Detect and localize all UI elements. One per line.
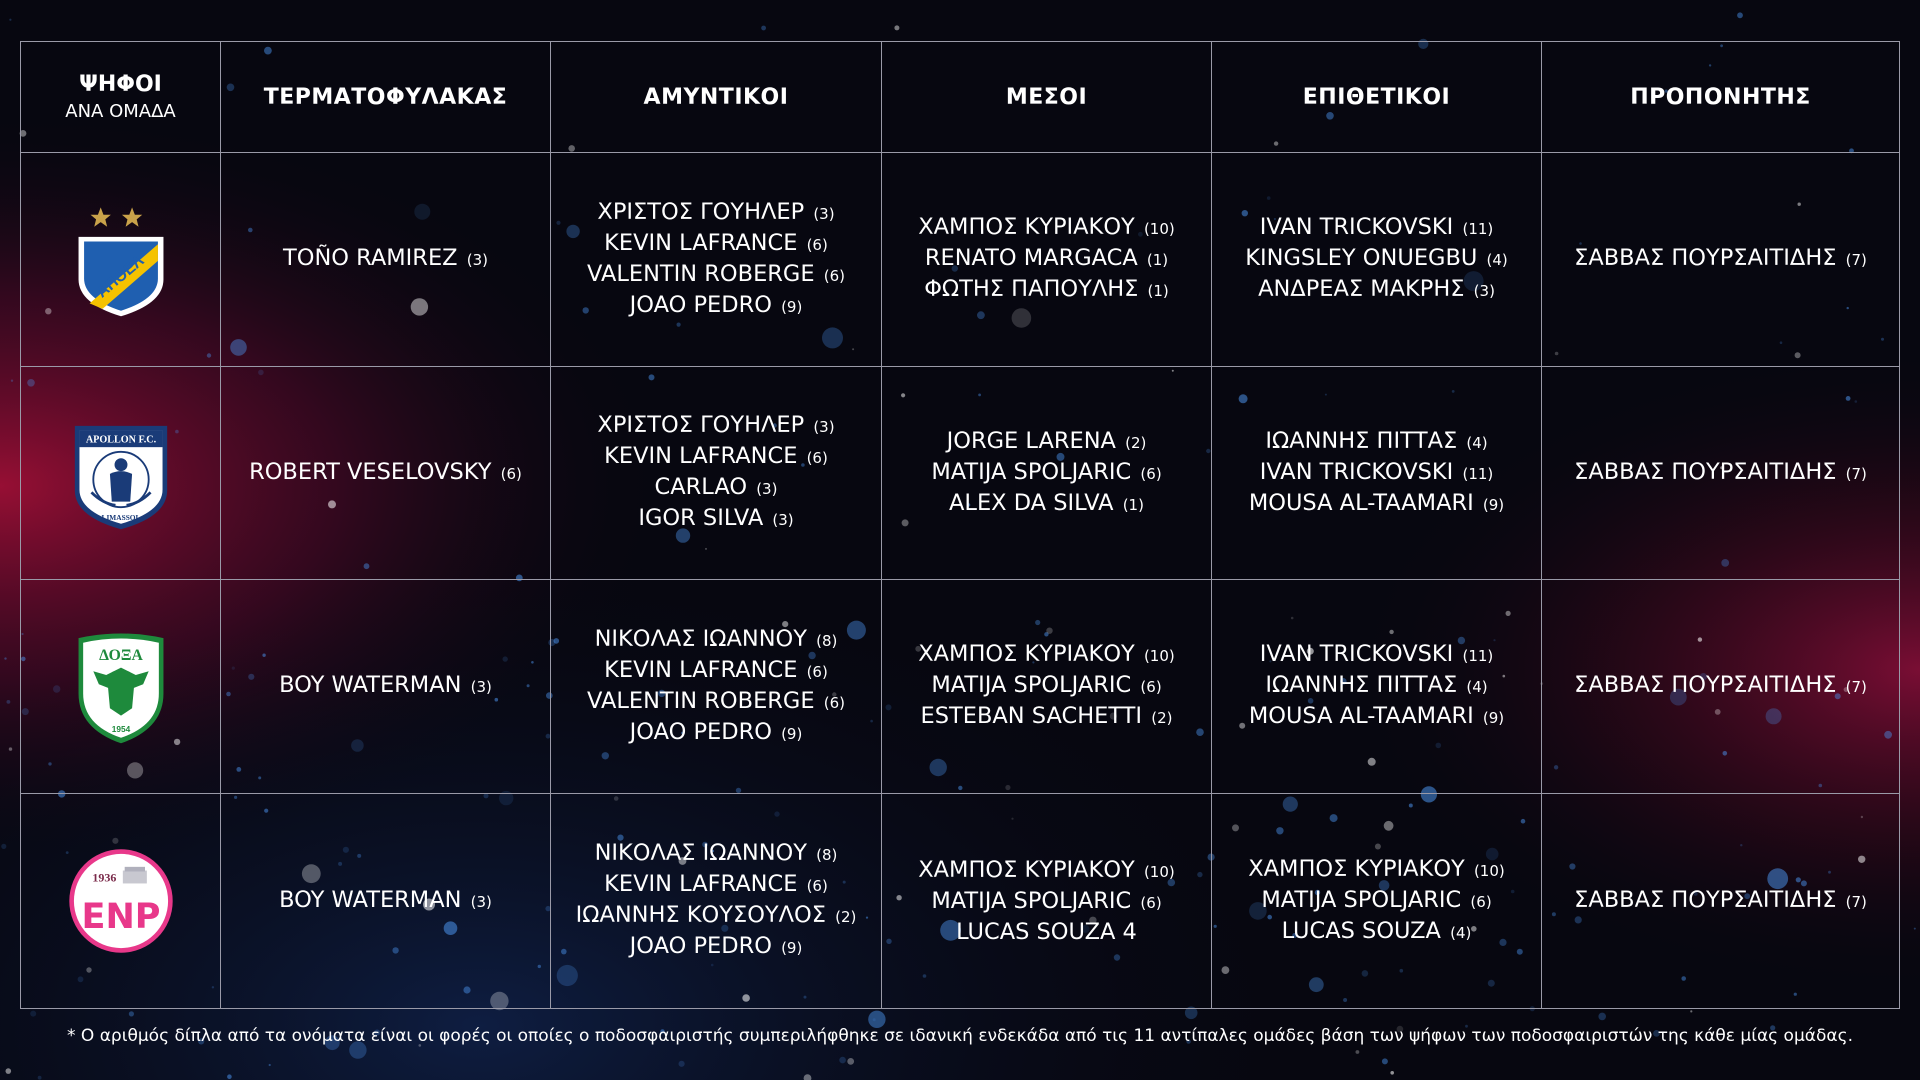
player-entry [1574,458,1867,489]
player-name: ΧΡΙΣΤΟΣ ΓΟΥΗΛΕΡ [597,412,805,438]
vote-count: (9) [781,939,803,957]
vote-count: (8) [816,631,838,650]
player-name: TOÑO RAMIREZ [283,245,458,271]
player-entry [925,244,1168,275]
bokeh-dot [4,657,6,659]
goalkeeper-cell [221,580,551,794]
bokeh-dot [269,1064,271,1066]
svg-text:LIMASSOL: LIMASSOL [101,513,140,523]
bokeh-dot [1598,1013,1606,1021]
bokeh-dot [873,1018,876,1021]
player-entry [279,671,492,702]
player-entry [1261,886,1491,917]
player-entry [249,458,522,489]
player-name: KEVIN LAFRANCE [604,871,798,897]
header-coach-label: ΠΡΟΠΟΝΗΤΗΣ [1630,84,1811,110]
vote-count: (6) [806,662,828,681]
player-entry [1260,458,1494,489]
player-entry [638,504,793,535]
player-entry [604,229,828,260]
defenders-cell [551,153,882,367]
player-name: IGOR SILVA [638,505,764,531]
vote-count: (2) [1151,709,1173,727]
bokeh-dot [1914,928,1916,930]
player-name: MATIJA SPOLJARIC [931,458,1132,485]
player-entry [1245,244,1508,275]
bokeh-dot [11,380,13,382]
vote-count: (10) [1143,647,1175,665]
vote-count: (6) [500,464,522,483]
vote-count: (2) [1125,433,1147,452]
bokeh-dot [1356,1050,1360,1054]
player-name: IVAN TRICKOVSKI [1259,641,1454,667]
player-name: IVAN TRICKOVSKI [1259,214,1454,240]
player-name: MOUSA AL-TAAMARI [1248,703,1474,729]
player-entry [604,870,828,901]
enp-crest-icon [61,841,181,961]
goalkeeper-cell [221,794,551,1008]
player-name: ALEX DA SILVA [949,489,1114,516]
coach-cell [1542,153,1899,367]
player-name: KEVIN LAFRANCE [604,443,798,469]
player-name: ΧΑΜΠΟΣ ΚΥΡΙΑΚΟΥ [1248,855,1465,882]
vote-count: (6) [1140,464,1162,483]
vote-count: (10) [1473,861,1505,880]
defenders-cell [551,580,882,794]
vote-count: (4) [1466,433,1488,452]
bokeh-dot [679,1061,685,1067]
player-name: MATIJA SPOLJARIC [931,887,1132,914]
player-name: ΙΩΑΝΝΗΣ ΠΙΤΤΑΣ [1265,672,1458,698]
bokeh-dot [847,1058,854,1065]
player-name: KINGSLEY ONUEGBU [1245,245,1478,271]
player-entry [931,887,1161,918]
player-name: ΧΑΜΠΟΣ ΚΥΡΙΑΚΟΥ [918,214,1135,240]
vote-count: (6) [823,266,845,285]
vote-count: (11) [1462,464,1494,483]
player-entry [279,886,492,917]
bokeh-dot [1382,1058,1388,1064]
apoel-crest-icon [61,200,181,320]
player-name: KEVIN LAFRANCE [604,656,798,683]
vote-count: (7) [1845,678,1867,696]
player-name: MATIJA SPOLJARIC [931,672,1132,698]
bokeh-dot [227,1074,232,1079]
player-name: ΣΑΒΒΑΣ ΠΟΥΡΣΑΙΤΙΔΗΣ [1574,886,1837,913]
player-entry [918,856,1174,887]
player-entry [1248,855,1504,886]
defenders-cell [551,367,882,580]
apollon-limassol-crest-icon [61,413,181,533]
vote-count: (4) [1450,923,1472,942]
coach-cell [1542,580,1899,794]
player-name: ΑΝΔΡΕΑΣ ΜΑΚΡΗΣ [1258,276,1465,302]
vote-count: (1) [1147,282,1169,300]
bokeh-dot [6,1068,12,1074]
header-defenders-label: ΑΜΥΝΤΙΚΟΙ [643,84,789,110]
player-entry [924,275,1169,306]
player-entry [576,901,857,932]
player-name: JOAO PEDRO [629,291,772,318]
vote-count: (11) [1462,647,1494,665]
player-name: BOY WATERMAN [279,672,462,698]
player-name: ROBERT VESELOVSKY [249,458,492,485]
player-name: JORGE LARENA [946,427,1116,454]
player-name: ESTEBAN SACHETTI [920,703,1143,729]
votes-subtitle: ΑΝΑ ΟΜΑΔΑ [65,101,176,122]
player-entry [595,625,838,656]
svg-text:APOLLON F.C.: APOLLON F.C. [85,434,156,446]
player-name: IVAN TRICKOVSKI [1259,458,1454,485]
votes-table [20,41,1900,1009]
vote-count: (7) [1845,251,1867,269]
player-entry [1260,213,1494,244]
header-forwards [1212,42,1542,153]
player-name: LUCAS SOUZA [1281,917,1441,944]
bokeh-dot [1,844,6,849]
vote-count: (7) [1845,464,1867,483]
player-entry [1574,886,1867,917]
player-name: ΙΩΑΝΝΗΣ ΠΙΤΤΑΣ [1265,427,1458,454]
bokeh-dot [761,26,766,31]
svg-text:ΑΠΟΕΛ: ΑΠΟΕΛ [93,251,147,301]
player-entry [587,260,845,291]
player-entry [630,291,803,322]
player-name: BOY WATERMAN [279,886,462,913]
player-name: JOAO PEDRO [629,933,772,959]
player-name: ΧΑΜΠΟΣ ΚΥΡΙΑΚΟΥ [918,856,1135,883]
vote-count: (1) [1146,251,1169,269]
vote-count: (6) [1140,678,1162,696]
player-name: JOAO PEDRO [629,718,772,745]
player-name: ΣΑΒΒΑΣ ΠΟΥΡΣΑΙΤΙΔΗΣ [1574,458,1837,485]
player-entry [1265,671,1487,702]
midfielders-cell [882,153,1212,367]
player-name: ΙΩΑΝΝΗΣ ΚΟΥΣΟΥΛΟΣ [575,902,826,928]
player-entry [283,244,488,275]
player-entry [918,640,1174,671]
vote-count: (7) [1845,892,1867,911]
header-goalkeeper-label: ΤΕΡΜΑΤΟΦΥΛΑΚΑΣ [263,84,508,110]
votes-title: ΨΗΦΟΙ [79,72,162,97]
vote-count: (6) [806,235,828,254]
svg-text:ENP: ENP [81,895,161,937]
vote-count: (8) [816,846,838,864]
player-name: ΧΑΜΠΟΣ ΚΥΡΙΑΚΟΥ [918,641,1135,667]
player-entry [1574,671,1867,702]
player-entry [921,702,1173,733]
player-entry [630,932,803,963]
player-entry [947,427,1147,458]
goalkeeper-cell [221,153,551,367]
vote-count: (1) [1122,495,1144,514]
bokeh-dot [6,700,10,704]
coach-cell [1542,367,1899,580]
player-name: RENATO MARGACA [924,245,1138,271]
player-entry [949,489,1144,520]
vote-count: (3) [466,251,488,269]
forwards-cell [1212,153,1542,367]
vote-count: (4) [1486,251,1508,269]
vote-count: (3) [470,892,492,911]
player-name: VALENTIN ROBERGE [587,687,815,714]
coach-cell [1542,794,1899,1008]
vote-count: (3) [1473,282,1495,300]
header-midfielders-label: ΜΕΣΟΙ [1005,84,1088,110]
player-name: ΦΩΤΗΣ ΠΑΠΟΥΛΗΣ [924,276,1139,302]
bokeh-dot [38,1076,42,1080]
player-name: MATIJA SPOLJARIC [1261,886,1462,913]
bokeh-dot [1737,12,1743,18]
player-name: CARLAO [654,474,748,500]
vote-count: (4) [1466,678,1488,696]
vote-count: (6) [823,693,845,712]
bokeh-dot [1390,1071,1394,1075]
header-goalkeeper [221,42,551,153]
bokeh-dot [1690,1010,1692,1012]
midfielders-cell [882,580,1212,794]
header-votes-per-team [21,42,221,153]
svg-text:1954: 1954 [111,723,130,734]
player-entry [1260,640,1494,671]
player-name: VALENTIN ROBERGE [587,260,815,287]
player-name: KEVIN LAFRANCE [604,229,798,256]
vote-count: (10) [1143,220,1175,238]
vote-count: (9) [781,724,803,743]
player-entry [597,198,834,229]
bokeh-dot [9,19,11,21]
vote-count: (3) [813,204,835,223]
header-coach [1542,42,1899,153]
player-name: ΣΑΒΒΑΣ ΠΟΥΡΣΑΙΤΙΔΗΣ [1574,245,1837,271]
vote-count: (3) [756,480,778,498]
bokeh-dot [9,747,12,750]
forwards-cell [1212,367,1542,580]
player-name: ΧΡΙΣΤΟΣ ΓΟΥΗΛΕΡ [597,198,805,225]
player-entry [956,918,1137,947]
player-entry [604,656,828,687]
footnote: * Ο αριθμός δίπλα από τα ονόματα είναι οι φορές οι οποίες ο ποδοσφαιριστής συμπεριλήφθηκε σε ιδανική ενδεκάδα από τις 11 αντίπαλες ομάδες βάση των ψήφων των ποδοσφαιριστών της κάθε μίας ομάδας. [67,1026,1853,1046]
midfielders-cell [882,367,1212,580]
vote-count: (9) [1482,495,1505,514]
player-name: ΝΙΚΟΛΑΣ ΙΩΑΝΝΟΥ [594,625,807,652]
player-name: ΝΙΚΟΛΑΣ ΙΩΑΝΝΟΥ [594,840,807,866]
player-name: ΣΑΒΒΑΣ ΠΟΥΡΣΑΙΤΙΔΗΣ [1574,672,1837,698]
player-entry [918,213,1174,244]
player-entry [1265,427,1487,458]
forwards-cell [1212,580,1542,794]
player-name: MOUSA AL-TAAMARI [1248,489,1474,516]
vote-count: (6) [806,449,828,467]
vote-count: (2) [835,908,857,926]
header-midfielders [882,42,1212,153]
defenders-cell [551,794,882,1008]
vote-count: (9) [1482,709,1505,727]
player-entry [1282,917,1472,948]
player-entry [1258,275,1495,306]
forwards-cell [1212,794,1542,1008]
vote-count: (11) [1462,220,1494,238]
svg-text:ΔΟΞΑ: ΔΟΞΑ [98,646,143,664]
bokeh-dot [129,1011,134,1016]
player-entry [1249,489,1504,520]
player-name: LUCAS SOUZA 4 [956,918,1137,945]
player-entry [931,671,1161,702]
player-entry [1249,702,1504,733]
player-entry [604,442,828,473]
player-entry [630,718,803,749]
svg-text:1936: 1936 [91,870,116,885]
team-logo-cell [21,367,221,580]
goalkeeper-cell [221,367,551,580]
player-entry [587,687,845,718]
header-forwards-label: ΕΠΙΘΕΤΙΚΟΙ [1302,84,1451,110]
bokeh-dot [894,25,899,30]
doxa-katokopias-crest-icon [61,627,181,747]
vote-count: (3) [772,511,794,529]
player-entry [655,473,778,504]
vote-count: (3) [813,418,835,436]
player-entry [597,411,834,442]
vote-count: (3) [470,678,492,696]
player-entry [1574,244,1867,275]
player-entry [595,839,838,870]
vote-count: (6) [1470,892,1492,911]
bokeh-dot [839,1057,846,1064]
team-logo-cell [21,794,221,1008]
header-defenders [551,42,882,153]
midfielders-cell [882,794,1212,1008]
player-entry [931,458,1161,489]
vote-count: (6) [806,877,828,895]
bokeh-dot [30,1011,36,1017]
team-logo-cell [21,580,221,794]
vote-count: (10) [1143,862,1175,881]
vote-count: (9) [781,297,803,316]
vote-count: (6) [1140,893,1162,912]
team-logo-cell [21,153,221,367]
